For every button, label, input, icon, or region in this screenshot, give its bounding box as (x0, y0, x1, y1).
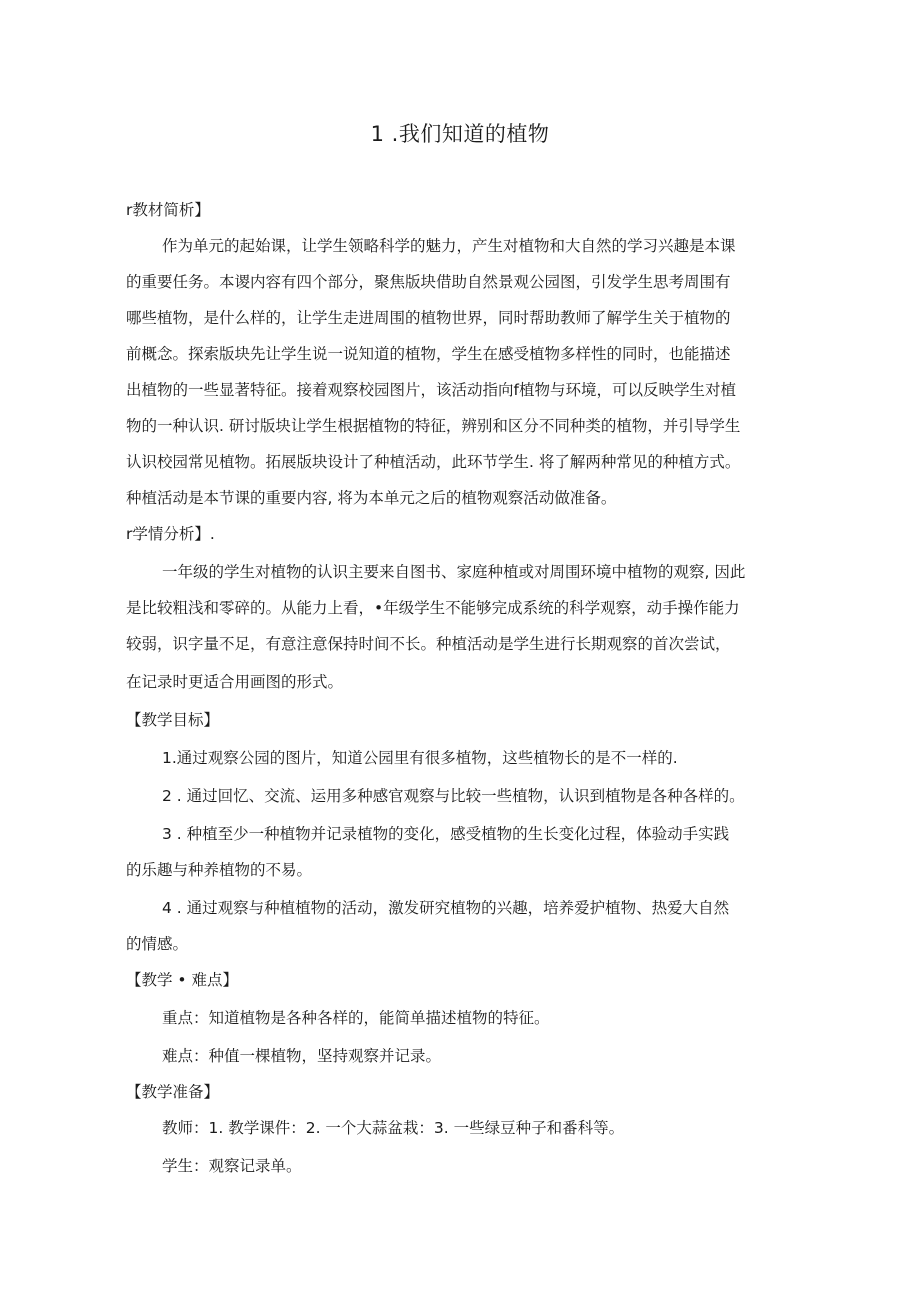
goals-heading: 【教学目标】 (126, 711, 220, 729)
analysis-line: 种植活动是本节课的重要内容, 将为本单元之后的植物观察活动做准备。 (126, 489, 617, 507)
analysis-line: 出植物的一些显著特征。接着观察校园图片，该活动指向f植物与环境，可以反映学生对植 (126, 381, 736, 399)
student-prep: 学生：观察记录单。 (162, 1157, 302, 1175)
goal-item-continued: 的情感。 (126, 935, 189, 953)
students-line: 较弱，识字量不足，有意注意保持时间不长。种植活动是学生进行长期观察的首次尝试， (126, 635, 731, 653)
key-point: 重点：知道植物是各种各样的，能简单描述植物的特征。 (162, 1009, 550, 1027)
students-line: 一年级的学生对植物的认识主要来自图书、家庭种植或对周围环境中植物的观察, 因此 (162, 563, 746, 581)
analysis-heading: r教材简析】 (126, 201, 210, 219)
analysis-line: 作为单元的起始课，让学生领略科学的魅力，产生对植物和大自然的学习兴趣是本课 (162, 237, 736, 255)
analysis-line: 认识校园常见植物。拓展版块设计了种植活动，此环节学生. 将了解两种常见的种植方式。 (126, 453, 741, 471)
prep-heading: 【教学准备】 (126, 1083, 220, 1101)
students-line: 是比较粗浅和零碎的。从能力上看，•年级学生不能够完成系统的科学观察，动手操作能力 (126, 599, 740, 617)
difficult-point: 难点：种值一棵植物，坚持观察并记录。 (162, 1047, 442, 1065)
teacher-prep: 教师：1. 教学课件：2. 一个大蒜盆栽：3. 一些绿豆种子和番科等。 (162, 1119, 625, 1137)
page-title: 1 .我们知道的植物 (370, 122, 550, 146)
analysis-line: 的重要任务。本谡内容有四个部分，聚焦版块借助自然景观公园图，引发学生思考周围有 (126, 273, 731, 291)
students-heading: r学情分析】. (126, 525, 215, 543)
keypoints-heading: 【教学 • 难点】 (126, 971, 238, 989)
goal-item-continued: 的乐趣与种养植物的不易。 (126, 861, 313, 879)
analysis-line: 前概念。探索版块先让学生说一说知道的植物，学生在感受植物多样性的同时，也能描述 (126, 345, 731, 363)
analysis-line: 物的一种认识. 研讨版块让学生根据植物的特征，辨别和区分不同种类的植物，并引导学生 (126, 417, 741, 435)
goal-item: 3 . 种植至少一种植物并记录植物的变化，感受植物的生长变化过程，体验动手实践 (162, 825, 730, 843)
goal-item: 4 . 通过观察与种植植物的活动，激发研究植物的兴趣，培养爱护植物、热爱大自然 (162, 899, 730, 917)
students-line: 在记录时更适合用画图的形式。 (126, 673, 344, 691)
goal-item: 2 . 通过回忆、交流、运用多种感官观察与比较一些植物，认识到植物是各种各样的。 (162, 787, 745, 805)
goal-item: 1.通过观察公园的图片，知道公园里有很多植物，这些植物长的是不一样的. (162, 749, 678, 767)
analysis-line: 哪些植物，是什么样的，让学生走进周围的植物世界，同时帮助教师了解学生关于植物的 (126, 309, 731, 327)
